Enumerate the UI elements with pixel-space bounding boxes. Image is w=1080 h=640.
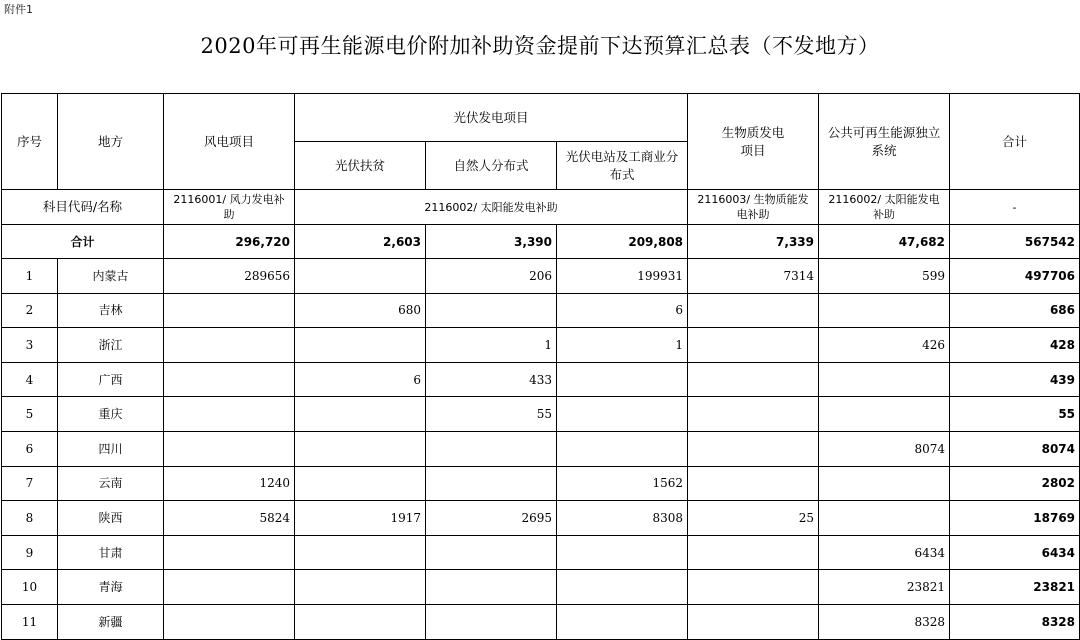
cell-pv-natural [426,570,557,605]
cell-biomass [688,362,819,397]
cell-public [819,466,950,501]
cell-total: 8074 [950,431,1080,466]
table-row [2,293,1080,328]
cell-total: 6434 [950,535,1080,570]
header-pv-group: 光伏发电项目 [295,94,688,142]
cell-region: 甘肃 [58,535,164,570]
cell-seq: 5 [2,397,58,432]
code-label: 科目代码/名称 [2,190,164,225]
cell-region: 四川 [58,431,164,466]
cell-public [819,293,950,328]
cell-biomass [688,466,819,501]
cell-pv-poverty [295,570,426,605]
cell-seq: 1 [2,259,58,294]
cell-wind [164,535,295,570]
cell-pv-natural: 2695 [426,501,557,536]
total-wind: 296,720 [164,225,295,259]
cell-biomass [688,535,819,570]
cell-biomass [688,397,819,432]
cell-seq: 6 [2,431,58,466]
header-pv-station: 光伏电站及工商业分布式 [557,142,688,190]
header-region: 地方 [58,94,164,190]
cell-pv-station [557,535,688,570]
budget-table [1,93,1080,640]
cell-pv-poverty: 680 [295,293,426,328]
cell-pv-poverty [295,328,426,363]
cell-region: 陕西 [58,501,164,536]
cell-seq: 4 [2,362,58,397]
table-row [2,328,1080,363]
cell-seq: 8 [2,501,58,536]
header-biomass: 生物质发电项目 [688,94,819,190]
cell-seq: 7 [2,466,58,501]
cell-public [819,501,950,536]
cell-pv-natural [426,604,557,639]
cell-pv-station: 8308 [557,501,688,536]
header-total: 合计 [950,94,1080,190]
code-biomass: 2116003/ 生物质能发电补助 [688,190,819,225]
cell-pv-natural: 1 [426,328,557,363]
table-row [2,431,1080,466]
cell-region: 浙江 [58,328,164,363]
cell-wind [164,362,295,397]
cell-public: 599 [819,259,950,294]
table-row [2,259,1080,294]
cell-wind: 5824 [164,501,295,536]
cell-wind [164,604,295,639]
table-row [2,466,1080,501]
cell-region: 吉林 [58,293,164,328]
cell-pv-natural [426,535,557,570]
cell-total: 497706 [950,259,1080,294]
cell-public [819,397,950,432]
cell-public: 8074 [819,431,950,466]
cell-total: 686 [950,293,1080,328]
header-seq: 序号 [2,94,58,190]
total-biomass: 7,339 [688,225,819,259]
table-row [2,362,1080,397]
document-title: 2020年可再生能源电价附加补助资金提前下达预算汇总表（不发地方） [200,34,880,58]
totals-label: 合计 [2,225,164,259]
cell-pv-poverty [295,397,426,432]
cell-public: 8328 [819,604,950,639]
cell-biomass [688,328,819,363]
header-pv-natural: 自然人分布式 [426,142,557,190]
table-row [2,535,1080,570]
cell-pv-station: 1 [557,328,688,363]
cell-pv-station: 1562 [557,466,688,501]
cell-pv-natural: 433 [426,362,557,397]
cell-region: 云南 [58,466,164,501]
cell-region: 重庆 [58,397,164,432]
cell-seq: 11 [2,604,58,639]
cell-pv-natural: 55 [426,397,557,432]
header-public: 公共可再生能源独立系统 [819,94,950,190]
cell-total: 439 [950,362,1080,397]
cell-public [819,362,950,397]
cell-pv-natural [426,431,557,466]
total-pv-natural: 3,390 [426,225,557,259]
cell-region: 内蒙古 [58,259,164,294]
cell-pv-natural [426,293,557,328]
table-row [2,501,1080,536]
cell-total: 18769 [950,501,1080,536]
cell-public: 6434 [819,535,950,570]
cell-pv-poverty [295,431,426,466]
cell-pv-station [557,362,688,397]
cell-biomass [688,604,819,639]
cell-wind [164,328,295,363]
cell-region: 广西 [58,362,164,397]
cell-pv-natural [426,466,557,501]
table-row [2,397,1080,432]
total-public: 47,682 [819,225,950,259]
code-total: - [950,190,1080,225]
cell-wind [164,397,295,432]
cell-pv-station [557,570,688,605]
cell-seq: 2 [2,293,58,328]
cell-pv-station [557,431,688,466]
cell-pv-station [557,397,688,432]
cell-public: 23821 [819,570,950,605]
code-wind: 2116001/ 风力发电补助 [164,190,295,225]
cell-wind [164,570,295,605]
cell-biomass [688,570,819,605]
cell-seq: 3 [2,328,58,363]
cell-biomass [688,431,819,466]
cell-total: 55 [950,397,1080,432]
header-pv-poverty: 光伏扶贫 [295,142,426,190]
code-public: 2116002/ 太阳能发电补助 [819,190,950,225]
cell-pv-station [557,604,688,639]
total-pv-poverty: 2,603 [295,225,426,259]
code-pv: 2116002/ 太阳能发电补助 [295,190,688,225]
cell-region: 青海 [58,570,164,605]
cell-pv-poverty: 1917 [295,501,426,536]
attachment-label: 附件1 [4,3,33,16]
total-pv-station: 209,808 [557,225,688,259]
cell-pv-station: 199931 [557,259,688,294]
cell-wind [164,293,295,328]
cell-total: 2802 [950,466,1080,501]
cell-wind: 289656 [164,259,295,294]
table-row [2,570,1080,605]
cell-biomass [688,293,819,328]
cell-pv-natural: 206 [426,259,557,294]
cell-pv-poverty: 6 [295,362,426,397]
cell-pv-station: 6 [557,293,688,328]
cell-biomass: 25 [688,501,819,536]
cell-pv-poverty [295,604,426,639]
cell-pv-poverty [295,466,426,501]
cell-region: 新疆 [58,604,164,639]
cell-seq: 9 [2,535,58,570]
cell-pv-poverty [295,535,426,570]
cell-total: 428 [950,328,1080,363]
totals-row [2,225,1080,259]
cell-seq: 10 [2,570,58,605]
table-row [2,604,1080,639]
header-wind: 风电项目 [164,94,295,190]
cell-biomass: 7314 [688,259,819,294]
cell-wind: 1240 [164,466,295,501]
cell-public: 426 [819,328,950,363]
cell-wind [164,431,295,466]
cell-pv-poverty [295,259,426,294]
cell-total: 23821 [950,570,1080,605]
total-grand: 567542 [950,225,1080,259]
cell-total: 8328 [950,604,1080,639]
